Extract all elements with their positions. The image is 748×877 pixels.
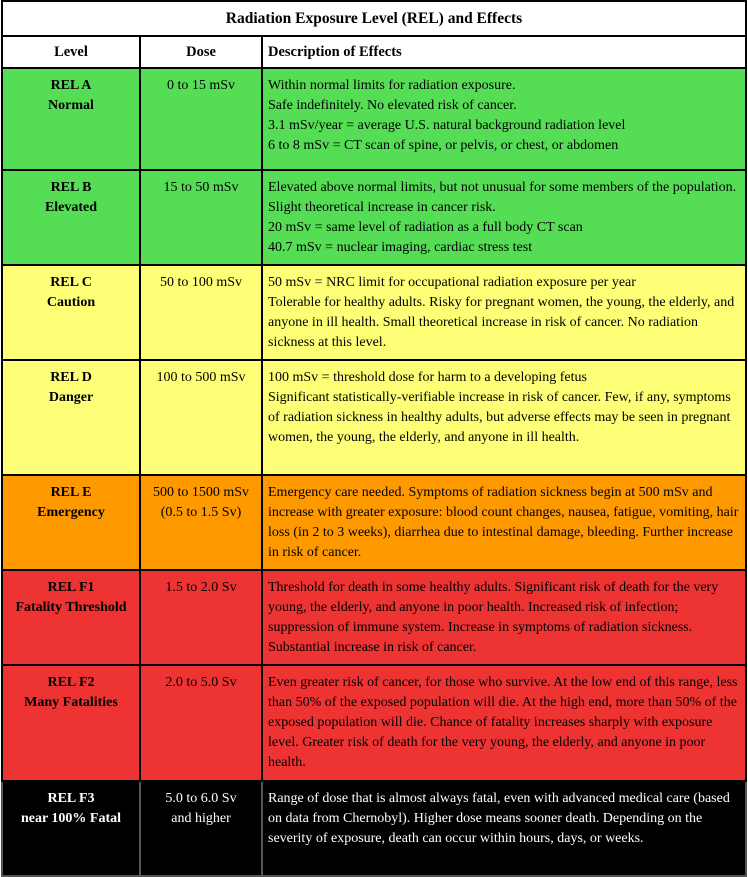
description-cell: [262, 68, 746, 170]
level-cell: [2, 570, 140, 665]
level-cell: [2, 265, 140, 360]
description-line: 40.7 mSv = nuclear imaging, cardiac stress test: [268, 240, 533, 255]
description-line: 3.1 mSv/year = average U.S. natural background radiation level: [268, 118, 626, 133]
description-line: Even greater risk of cancer, for those who survive. At the low end of this range, less than 50% of the exposed population will die. At the high end, more than 50% of the exposed population will die. Chance of fatality increases sharply with exposure level. Greater risk of death for the very young, the elderly, and anyone in poor health.: [268, 675, 738, 770]
level-name: Danger: [48, 390, 94, 405]
level-code: REL A: [50, 78, 92, 93]
dose-cell: [140, 360, 262, 475]
description-line: Emergency care needed. Symptoms of radiation sickness begin at 500 mSv and increase with greater exposure: blood count changes, nausea, fatigue, vomiting, hair loss (in 2 to 3 weeks), diarrhea due to intestinal damage, bleeding. Further increase in risk of cancer.: [268, 485, 739, 560]
description-cell: [262, 475, 746, 570]
description-cell: [262, 170, 746, 265]
level-name: Fatality Threshold: [15, 600, 127, 615]
dose-cell: [140, 68, 262, 170]
level-code: REL C: [50, 275, 92, 290]
level-name: Many Fatalities: [24, 695, 118, 710]
level-cell: [2, 665, 140, 781]
table-row-rel-e: [2, 475, 746, 570]
description-cell: [262, 570, 746, 665]
level-cell: [2, 360, 140, 475]
column-header-description: Description of Effects: [262, 36, 746, 68]
description-line: Range of dose that is almost always fatal, even with advanced medical care (based on data from Chernobyl). Higher dose means sooner death. Depending on the severity of exposure, death can occur within hours, days, or weeks.: [268, 791, 730, 846]
level-name: Normal: [48, 98, 94, 113]
dose-text: 5.0 to 6.0 Sv: [165, 791, 237, 806]
table-row-rel-f3: [2, 781, 746, 876]
level-code: REL F3: [47, 791, 95, 806]
description-line: Tolerable for healthy adults. Risky for pregnant women, the young, the elderly, and anyone in ill health. Small theoretical increase in risk of cancer. No radiation sickness at this level.: [268, 295, 735, 350]
level-name: near 100% Fatal: [20, 811, 122, 826]
column-header-dose: Dose: [140, 36, 262, 68]
level-name: Caution: [46, 295, 96, 310]
dose-text: 100 to 500 mSv: [156, 370, 246, 385]
description-line: Significant statistically-verifiable increase in risk of cancer. Few, if any, symptoms of radiation sickness in healthy adults, but adverse effects may be seen in pregnant women, the young, the elderly, and anyone in ill health.: [268, 390, 731, 445]
table-row-rel-b: [2, 170, 746, 265]
rel-table: [1, 0, 747, 877]
dose-cell: [140, 570, 262, 665]
column-header-level: Level: [2, 36, 140, 68]
description-cell: [262, 265, 746, 360]
description-line: Safe indefinitely. No elevated risk of cancer.: [268, 98, 517, 113]
description-line: Elevated above normal limits, but not unusual for some members of the population. Slight theoretical increase in cancer risk.: [268, 180, 737, 215]
description-cell: [262, 665, 746, 781]
level-name: Emergency: [37, 505, 105, 520]
level-code: REL F2: [47, 675, 95, 690]
dose-text: 500 to 1500 mSv: [152, 485, 250, 500]
dose-cell: [140, 170, 262, 265]
description-line: 100 mSv = threshold dose for harm to a developing fetus: [268, 370, 587, 385]
description-line: 6 to 8 mSv = CT scan of spine, or pelvis, or chest, or abdomen: [268, 138, 619, 153]
table-row-rel-a: [2, 68, 746, 170]
description-line: 20 mSv = same level of radiation as a full body CT scan: [268, 220, 583, 235]
dose-text: 1.5 to 2.0 Sv: [165, 580, 237, 595]
table-row-rel-c: [2, 265, 746, 360]
dose-text-secondary: (0.5 to 1.5 Sv): [160, 505, 242, 520]
dose-text-secondary: and higher: [171, 811, 231, 826]
dose-cell: [140, 265, 262, 360]
description-cell: [262, 781, 746, 876]
description-cell: [262, 360, 746, 475]
header-row: [2, 36, 746, 68]
level-cell: [2, 170, 140, 265]
dose-cell: [140, 665, 262, 781]
dose-text: 0 to 15 mSv: [166, 78, 236, 93]
description-line: Threshold for death in some healthy adults. Significant risk of death for the very young, the elderly, and anyone in poor health. Increased risk of infection; suppression of immune system. Increase in symptoms of radiation sickness. Substantial increase in risk of cancer.: [268, 580, 719, 655]
table-row-rel-f2: [2, 665, 746, 781]
dose-text: 15 to 50 mSv: [163, 180, 239, 195]
level-cell: [2, 475, 140, 570]
dose-cell: [140, 781, 262, 876]
dose-cell: [140, 475, 262, 570]
level-cell: [2, 781, 140, 876]
dose-text: 2.0 to 5.0 Sv: [165, 675, 237, 690]
level-code: REL F1: [47, 580, 95, 595]
table-row-rel-d: [2, 360, 746, 475]
level-cell: [2, 68, 140, 170]
level-code: REL E: [50, 485, 92, 500]
level-name: Elevated: [44, 200, 98, 215]
table-title: Radiation Exposure Level (REL) and Effects: [2, 1, 746, 36]
level-code: REL D: [50, 370, 92, 385]
description-line: Within normal limits for radiation exposure.: [268, 78, 516, 93]
table-row-rel-f1: [2, 570, 746, 665]
title-row: [2, 1, 746, 36]
level-code: REL B: [50, 180, 92, 195]
dose-text: 50 to 100 mSv: [159, 275, 243, 290]
description-line: 50 mSv = NRC limit for occupational radiation exposure per year: [268, 275, 636, 290]
